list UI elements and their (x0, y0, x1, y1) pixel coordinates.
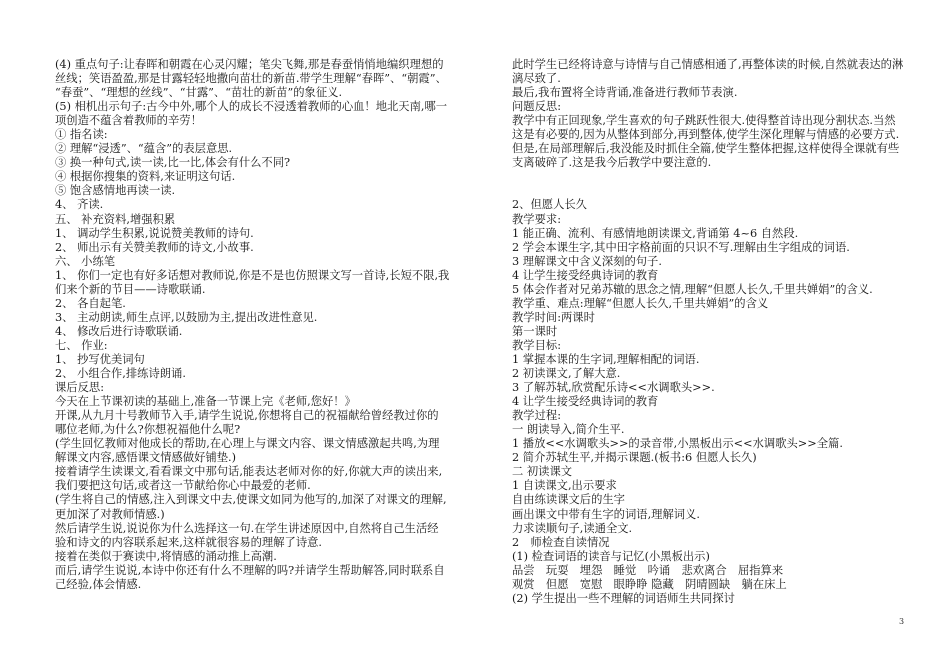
text-line: 2、 各自起笔. (55, 296, 126, 310)
text-line: 支离破碎了.这是我今后教学中要注意的. (512, 156, 712, 170)
text-line: 五、 补充资料,增强积累 (55, 212, 176, 226)
text-line: (1) 检查词语的读音与记忆(小黑板出示) (512, 549, 710, 563)
text-line: 3 了解苏轼,欣赏配乐诗<<水调歌头>>. (512, 381, 715, 395)
text-line: ① 指名读: (55, 128, 108, 142)
text-line: (5) 相机出示句子:古今中外,哪个人的成长不浸透着教师的心血！地北天南,哪一 (55, 100, 448, 114)
text-line: 1、 抄写优美词句 (55, 352, 145, 366)
text-line: 开课,从九月十号教师节入手,请学生说说,你想将自己的祝福献给曾经教过你的 (55, 409, 439, 423)
text-line: 1、 你们一定也有好多话想对教师说,你是不是也仿照课文写一首诗,长短不限,我 (55, 268, 450, 282)
text-line: 而后,请学生说说,本诗中你还有什么不理解的吗?并请学生帮助解答,同时联系自 (55, 563, 445, 577)
text-line: 画出课文中带有生字的词语,理解词义. (512, 507, 700, 521)
text-line: 问题反思: (512, 100, 561, 114)
text-line: 验和诗文的内容联系起来,这样就很容易的理解了诗意. (55, 535, 323, 549)
text-line: 丝线；笑语盈盈,那是甘露轻轻地撒向苗壮的新苗.带学生理解“春晖”、“朝霞”、 (55, 72, 447, 86)
page-number: 3 (899, 617, 905, 626)
text-line: 教学中有正回现象,学生喜欢的句子跳跃性很大.使得整首诗出现分割状态.当然 (512, 114, 896, 128)
text-line: 此时学生已经将诗意与诗情与自己情感相通了,再整体读的时候,自然就表达的淋 (512, 58, 904, 71)
text-line: 教学时间:两课时 (512, 310, 595, 324)
text-line: “春蚕”、“理想的丝线”、“甘露”、“苗壮的新苗”的象征义. (55, 86, 343, 100)
text-line: 今天在上节课初读的基础上,准备一节课上完《老师,您好！》 (55, 395, 356, 409)
text-line: 们来个新的节目——诗歌联诵. (55, 282, 206, 296)
text-line: 教学过程: (512, 409, 561, 423)
text-line: 接着在类似于赛读中,将情感的涌动推上高潮. (55, 549, 277, 563)
text-line: 项创造不蕴含着教师的辛劳！ (55, 114, 202, 128)
text-line: 接着请学生读课文,看看课文中那句话,能表达老师对你的好,你就大声的读出来, (55, 465, 443, 479)
text-line: ③ 换一种句式,读一读,比一比,体会有什么不同? (55, 156, 291, 170)
text-line: 4、 齐读. (55, 198, 104, 212)
text-line: 2、 小组合作,排练诗朗诵. (55, 367, 186, 381)
text-line: ④ 根据你搜集的资料,来证明这句话. (55, 170, 236, 184)
text-line: 观赏 但愿 宽慰 眼睁睁 隐藏 阴晴圆缺 躺在床上 (512, 577, 787, 591)
text-line: 己经验,体会情感. (55, 577, 142, 591)
text-line: 2、 师出示有关赞美教师的诗文,小故事. (55, 240, 254, 254)
text-line: 我们要把这句话,或者这一节献给你心中最爱的老师. (55, 479, 311, 493)
text-line: 教学重、难点:理解“但愿人长久,千里共婵娟”的含义 (512, 296, 769, 310)
blank-line (512, 184, 912, 198)
text-line: ⑤ 饱含感情地再读一读. (55, 184, 176, 198)
text-line: 2 学会本课生字,其中田字格前面的只识不写.理解由生字组成的词语. (512, 240, 850, 254)
text-line: 4 让学生接受经典诗词的教育 (512, 268, 659, 282)
text-line: 3、 主动朗读,师生点评,以鼓励为主,提出改进性意见. (55, 310, 318, 324)
text-line: 第一课时 (512, 324, 558, 338)
text-line: (学生回忆教师对他成长的帮助,在心理上与课文内容、课文情感激起共鸣,为理 (55, 437, 440, 451)
text-line: 1 播放<<水调歌头>>的录音带,小黑板出示<<水调歌头>>全篇. (512, 437, 843, 451)
left-column (55, 58, 465, 592)
text-line: 力求读顺句子,读通全文. (512, 521, 633, 535)
text-line: 然后请学生说,说说你为什么选择这一句.在学生讲述原因中,自然将自己生活经 (55, 521, 439, 535)
right-column (512, 58, 912, 606)
text-line: 2 初读课文,了解大意. (512, 367, 621, 381)
text-line: 更加深了对教师情感.) (55, 507, 165, 521)
text-line: 1 自读课文,出示要求 (512, 479, 617, 493)
text-line: 2 师检查自读情况 (512, 535, 610, 549)
text-line: 这是有必要的,因为从整体到部分,再到整体,使学生深化理解与情感的必要方式. (512, 128, 900, 142)
text-line: 七、 作业: (55, 338, 108, 352)
blank-line (512, 170, 912, 184)
text-line: 2 简介苏轼生平,并揭示课题.(板书:6 但愿人长久) (512, 451, 757, 465)
text-line: 一 朗读导入,简介生平. (512, 423, 625, 437)
text-line: 教学要求: (512, 212, 561, 226)
text-line: 哪位老师,为什么?你想祝福他什么呢? (55, 423, 241, 437)
text-line: 但是,在局部理解后,我没能及时抓住全篇,使学生整体把握,这样使得全课就有些 (512, 142, 900, 156)
text-line: 1 能正确、流利、有感情地朗读课文,背诵第 4~6 自然段. (512, 226, 799, 240)
text-line: 3 理解课文中含义深刻的句子. (512, 254, 662, 268)
text-line: (学生将自己的情感,注入到课文中去,使课文如同为他写的,加深了对课文的理解, (55, 493, 447, 507)
text-line: 5 体会作者对兄弟苏辙的思念之情,理解“但愿人长久,千里共婵娟”的含义. (512, 282, 873, 296)
text-line: 1、 调动学生积累,说说赞美教师的诗句. (55, 226, 254, 240)
text-line: ② 理解“浸透”、“蕴含”的表层意思. (55, 142, 233, 156)
text-line: 4 让学生接受经典诗词的教育 (512, 395, 659, 409)
text-line: 品尝 玩耍 埋怨 睡觉 吟诵 悲欢离合 屈指算来 (512, 563, 784, 577)
text-line: (4) 重点句子:让春晖和朝霞在心灵闪耀；笔尖飞舞,那是春蚕悄悄地编织理想的 (55, 58, 444, 71)
text-line: 自由练读课文后的生字 (512, 493, 625, 507)
text-line: 4、 修改后进行诗歌联诵. (55, 324, 183, 338)
text-line: 二 初读课文 (512, 465, 573, 479)
text-line: 2、但愿人长久 (512, 198, 587, 212)
text-line: 六、 小练笔 (55, 254, 116, 268)
text-line: 课后反思: (55, 381, 104, 395)
text-line: 漓尽致了. (512, 72, 561, 86)
text-line: 最后,我布置将全诗背诵,准备进行教师节表演. (512, 86, 738, 100)
text-line: 解课文内容,感悟课文情感做好铺垫.) (55, 451, 237, 465)
text-line: (2) 学生提出一些不理解的词语师生共同探讨 (512, 591, 735, 605)
text-line: 教学目标: (512, 338, 561, 352)
text-line: 1 掌握本课的生字词,理解相配的词语. (512, 352, 700, 366)
